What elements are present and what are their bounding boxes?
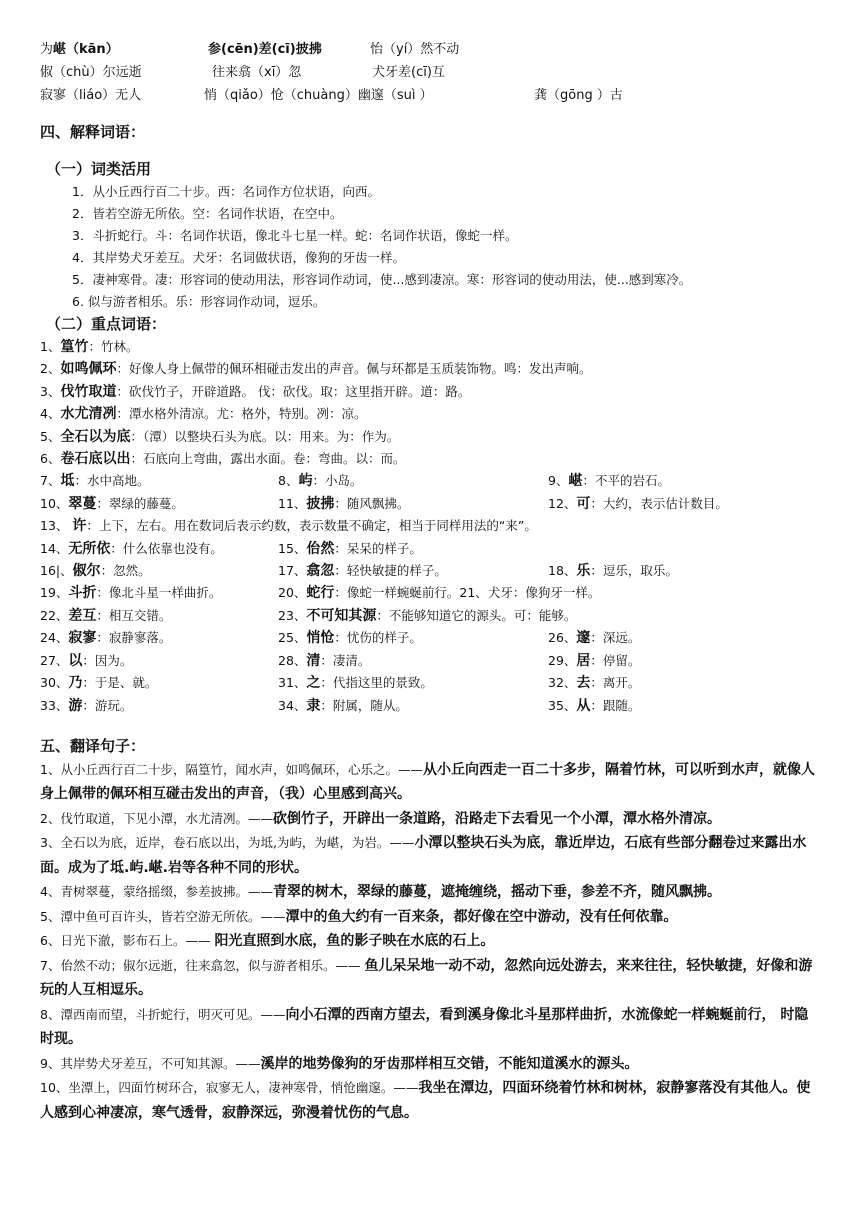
pinyin-entry: 悄（qiǎo）怆（chuàng）幽邃（suì ） [204,88,433,103]
translation-list [40,758,820,1126]
key-word-row [40,493,820,515]
translation-source: 4、青树翠蔓，蒙络摇缀，参差披拂。—— [40,884,273,900]
key-word-row [40,672,820,694]
pinyin-entry: 怡（yí）然不动 [370,42,460,57]
translation-item [40,954,820,1003]
key-word-entry: 32、去：离开。 [548,675,641,692]
key-words-title: （二）重点词语： [46,315,167,333]
pinyin-entry: 为嵁（kān） [40,42,119,57]
translation-source: 10、坐潭上，四面竹树环合，寂寥无人，凄神寒骨，悄怆幽邃。—— [40,1080,419,1096]
key-word-entry: 30、乃：于是、就。 [40,675,158,692]
key-word-row [40,426,820,448]
key-word-entry: 3、伐竹取道：砍伐竹子，开辟道路。 伐：砍伐。取：这里指开辟。道：路。 [40,383,471,400]
translation-item [40,1052,820,1077]
key-word-entry: 9、嵁：不平的岩石。 [548,473,670,490]
pinyin-entry: 犬牙差(cī)互 [372,65,445,80]
pinyin-entry-bold: 嵁（kān） [53,42,119,57]
usage-item: 4．其岸势犬牙差互。犬牙：名词做状语，像狗的牙齿一样。 [72,250,405,265]
translation-source: 5、潭中鱼可百许头，皆若空游无所依。—— [40,908,286,924]
translation-source: 2、伐竹取道，下见小潭，水尤清冽。—— [40,810,273,826]
key-word-row [40,650,820,672]
key-word-entry: 15、佁然：呆呆的样子。 [278,540,422,557]
key-word-entry: 20、蛇行：像蛇一样蜿蜒前行。21、犬牙：像狗牙一样。 [278,585,601,602]
key-word-entry: 27、以：因为。 [40,652,133,669]
translation-source: 1、从小丘西行百二十步，隔篁竹，闻水声，如鸣佩环，心乐之。—— [40,761,423,777]
pinyin-line [40,61,820,84]
key-word-entry: 8、屿：小岛。 [278,473,363,490]
key-word-entry: 24、寂寥：寂静寥落。 [40,630,172,647]
key-word-entry: 2、如鸣佩环：好像人身上佩带的佩环相碰击发出的声音。佩与环都是玉质装饰物。鸣：发出声响。 [40,361,592,378]
translation-source: 6、日光下澈，影布石上。—— [40,933,215,949]
key-word-entry: 19、斗折：像北斗星一样曲折。 [40,585,222,602]
translation-item [40,831,820,880]
key-word-entry: 33、游：游玩。 [40,697,133,714]
word-class-usage-title: （一）词类活用 [46,160,152,178]
key-word-entry: 13、 许：上下，左右。用在数词后表示约数，表示数量不确定，相当于同样用法的“来”。 [40,518,537,535]
translation-answer: 潭中的鱼大约有一百来条，都好像在空中游动，没有任何依靠。 [285,908,678,925]
key-word-entry: 26、邃：深远。 [548,630,641,647]
key-word-row [40,448,820,470]
key-word-entry: 34、隶：附属，随从。 [278,697,408,714]
pinyin-entry: 往来翕（xī）忽 [212,65,302,80]
translation-answer: 小潭以整块石头为底，靠近岸边，石底有些部分翻卷过来露出水面。成为了坻.屿.嵁.岩等各种不同的形状。 [40,835,807,876]
key-word-row [40,403,820,425]
key-word-entry: 12、可：大约，表示估计数目。 [548,495,728,512]
translation-item [40,929,820,954]
key-word-entry: 22、差互：相互交错。 [40,607,172,624]
key-word-row [40,560,820,582]
pinyin-line [40,38,820,61]
translation-answer: 溪岸的地势像狗的牙齿那样相互交错，不能知道溪水的源头。 [260,1055,639,1072]
key-word-row [40,381,820,403]
key-words-list [40,336,820,717]
translation-source: 8、潭西南而望，斗折蛇行，明灭可见。—— [40,1006,286,1022]
translation-answer: 我坐在潭边，四面环绕着竹林和树林，寂静寥落没有其他人。使人感到心神凄凉，寒气透骨，寂静深远，弥漫着忧伤的气息。 [40,1080,811,1121]
translation-answer: 向小石潭的西南方望去，看到溪身像北斗星那样曲折，水流像蛇一样蜿蜒前行， 时隐时现。 [40,1006,809,1048]
key-word-row [40,695,820,717]
usage-item: 1．从小丘西行百二十步。西：名词作方位状语，向西。 [72,184,380,199]
usage-item: 3．斗折蛇行。斗：名词作状语，像北斗七星一样。蛇：名词作状语，像蛇一样。 [72,228,518,243]
key-word-row [40,627,820,649]
key-word-entry: 35、从：跟随。 [548,697,641,714]
translation-item [40,807,820,832]
translation-item [40,1076,820,1125]
key-word-entry: 7、坻：水中高地。 [40,473,150,490]
translation-source: 9、其岸势犬牙差互，不可知其源。—— [40,1055,261,1071]
translation-answer: 鱼儿呆呆地一动不动，忽然向远处游去，来来往往，轻快敏捷，好像和游玩的人互相逗乐。 [40,957,813,999]
key-word-entry: 1、篁竹：竹林。 [40,339,139,355]
key-word-row [40,582,820,604]
key-word-row [40,470,820,492]
translation-source: 7、佁然不动；俶尔远逝，往来翕忽，似与游者相乐。—— [40,957,365,973]
translation-item [40,905,820,930]
key-word-entry: 23、不可知其源：不能够知道它的源头。可：能够。 [278,607,577,624]
word-class-usage-list [40,181,820,313]
pinyin-entry: 龚（gōng ）古 [534,88,623,103]
section-5-title: 五、翻译句子： [40,736,146,755]
usage-item: 2．皆若空游无所依。空：名词作状语，在空中。 [72,206,343,221]
key-word-entry: 16|、俶尔：忽然。 [40,563,151,580]
translation-item [40,880,820,905]
pinyin-block [40,38,820,107]
key-word-entry: 25、悄怆：忧伤的样子。 [278,630,422,647]
translation-item [40,1003,820,1052]
key-word-entry: 28、清：凄清。 [278,652,371,669]
key-word-entry: 4、水尤清冽：潭水格外清凉。尤：格外，特别。冽：凉。 [40,406,367,423]
key-word-entry: 5、全石以为底：（潭）以整块石头为底。以：用来。为：作为。 [40,428,400,445]
key-word-entry: 29、居：停留。 [548,652,641,669]
pinyin-entry: 参(cēn)差(cī)披拂 [208,42,322,57]
pinyin-entry: 寂寥（liáo）无人 [40,88,142,103]
key-word-entry: 17、翕忽：轻快敏捷的样子。 [278,563,447,580]
translation-answer: 从小丘向西走一百二十多步，隔着竹林，可以听到水声，就像人身上佩带的佩环相互碰击发出的声音，（我）心里感到高兴。 [40,761,815,803]
usage-item: 5．凄神寒骨。凄：形容词的使动用法，形容词作动词，使...感到凄凉。寒：形容词的使动用法，使...感到寒冷。 [72,272,692,287]
key-word-row [40,358,820,380]
translation-answer: 砍倒竹子，开辟出一条道路，沿路走下去看见一个小潭，潭水格外清凉。 [272,810,721,827]
usage-item: 6. 似与游者相乐。乐：形容词作动词，逗乐。 [72,294,326,309]
key-word-entry: 11、披拂：随风飘拂。 [278,495,410,512]
translation-item [40,758,820,807]
key-word-row [40,336,820,358]
section-4-title: 四、解释词语： [40,123,146,141]
key-word-entry: 10、翠蔓：翠绿的藤蔓。 [40,495,184,512]
key-word-entry: 31、之：代指这里的景致。 [278,675,433,692]
translation-answer: 阳光直照到水底，鱼的影子映在水底的石上。 [214,933,495,950]
pinyin-entry: 俶（chù）尔远逝 [40,65,142,80]
key-word-row [40,538,820,560]
translation-source: 3、全石以为底，近岸，卷石底以出，为坻,为屿，为嵁，为岩。—— [40,835,415,851]
key-word-row [40,605,820,627]
translation-answer: 青翠的树木，翠绿的藤蔓，遮掩缠绕，摇动下垂，参差不齐，随风飘拂。 [272,884,721,901]
pinyin-line [40,84,820,107]
key-word-entry: 18、乐：逗乐，取乐。 [548,563,678,580]
key-word-row [40,515,820,537]
key-word-entry: 6、卷石底以出：石底向上弯曲，露出水面。卷：弯曲。以：而。 [40,451,406,468]
key-word-entry: 14、无所依：什么依靠也没有。 [40,540,223,557]
